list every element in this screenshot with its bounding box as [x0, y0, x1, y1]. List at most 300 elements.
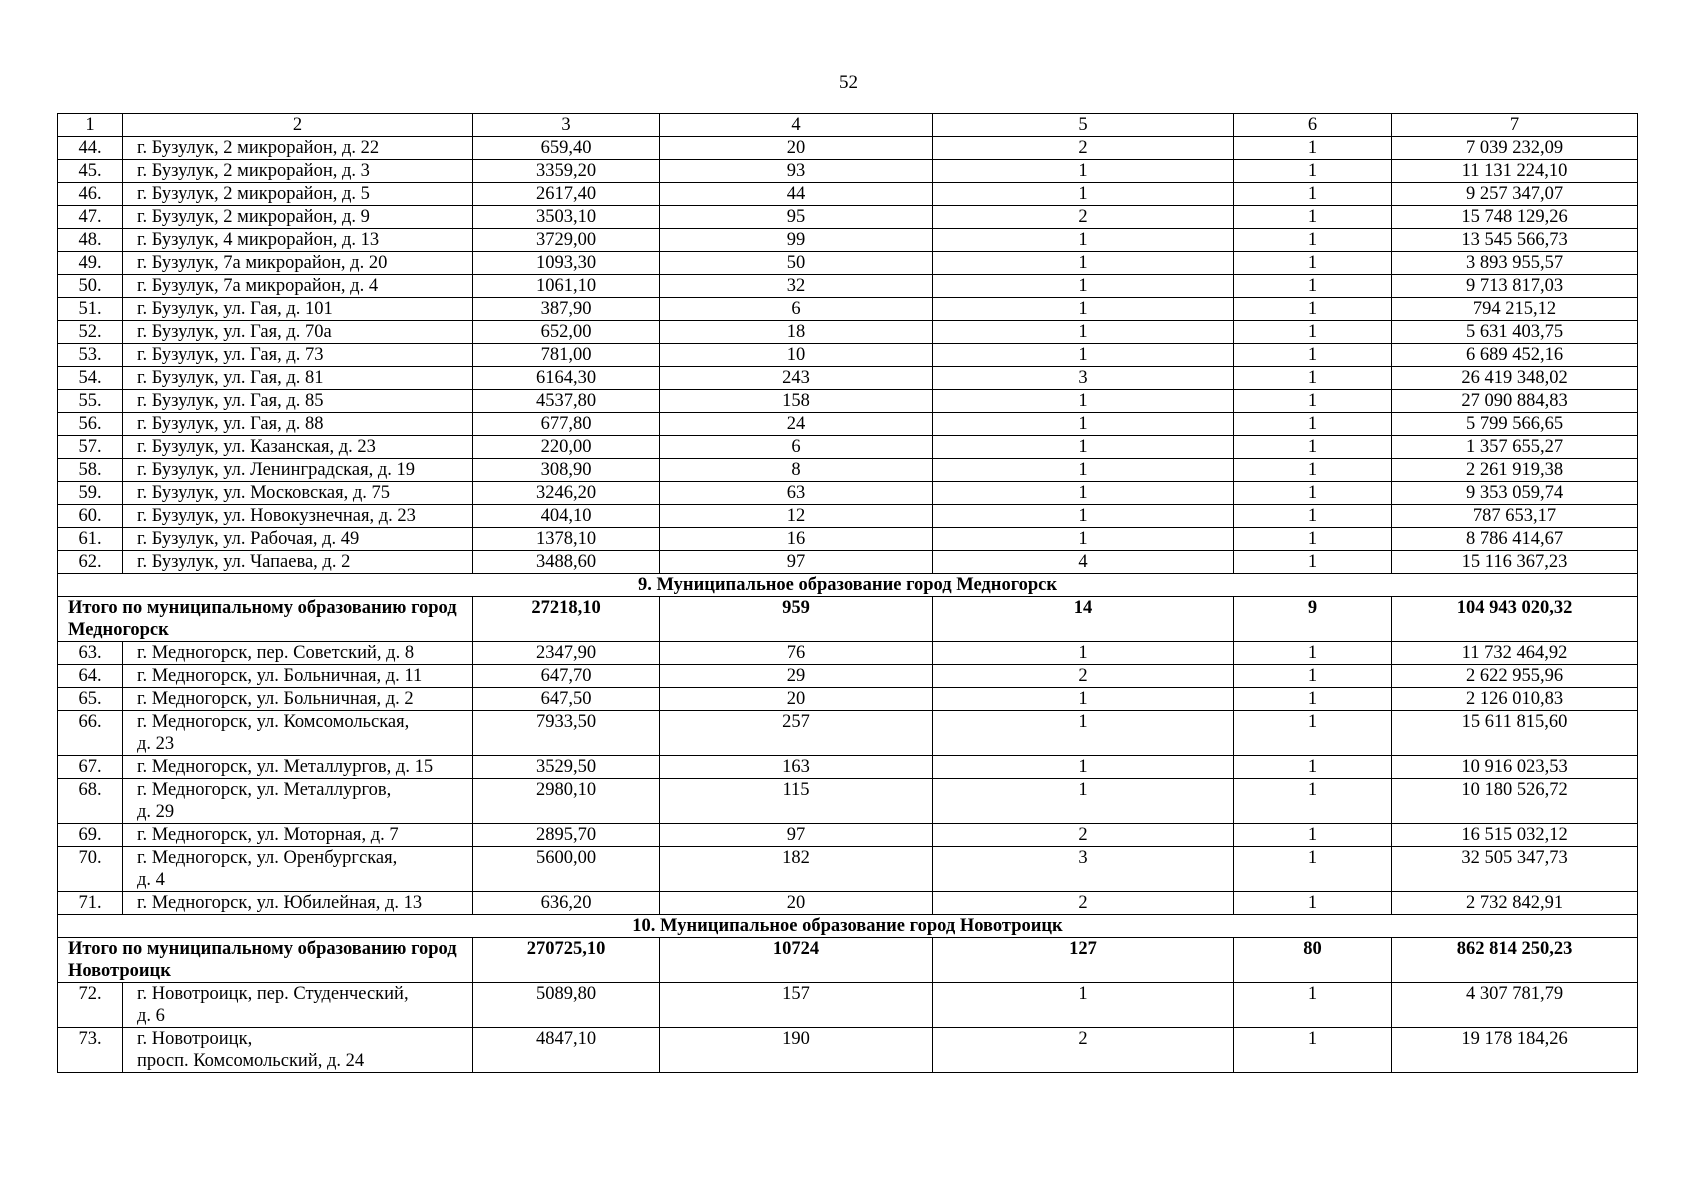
- row-number: 55.: [58, 390, 123, 413]
- value-c4: 24: [660, 413, 933, 436]
- address-cell: [123, 229, 473, 252]
- column-number: 2: [123, 114, 473, 137]
- table-row: [58, 983, 1638, 1028]
- row-number: 61.: [58, 528, 123, 551]
- value-c5: 1: [933, 252, 1234, 275]
- value-c4: 10: [660, 344, 933, 367]
- address-line: г. Новотроицк,: [137, 1029, 253, 1049]
- table-row: [58, 344, 1638, 367]
- value-c6: 1: [1234, 482, 1392, 505]
- value-c7: 10 916 023,53: [1392, 756, 1638, 779]
- total-label: Итого по муниципальному образованию город Медногорск: [58, 597, 473, 642]
- value-c5: 4: [933, 551, 1234, 574]
- address-line: г. Медногорск, ул. Больничная, д. 11: [137, 666, 423, 686]
- row-number: 50.: [58, 275, 123, 298]
- row-number: 48.: [58, 229, 123, 252]
- value-c7: 2 622 955,96: [1392, 665, 1638, 688]
- value-c5: 1: [933, 321, 1234, 344]
- value-c3: 6164,30: [473, 367, 660, 390]
- value-c4: 50: [660, 252, 933, 275]
- value-c6: 1: [1234, 436, 1392, 459]
- address-line: г. Бузулук, 7а микрорайон, д. 20: [137, 253, 388, 273]
- value-c6: 1: [1234, 1028, 1392, 1073]
- value-c7: 2 261 919,38: [1392, 459, 1638, 482]
- table-row: [58, 824, 1638, 847]
- value-c5: 1: [933, 436, 1234, 459]
- table-row: [58, 711, 1638, 756]
- address-cell: [123, 275, 473, 298]
- value-c6: 1: [1234, 367, 1392, 390]
- value-c6: 1: [1234, 275, 1392, 298]
- value-c7: 27 090 884,83: [1392, 390, 1638, 413]
- value-c3: 404,10: [473, 505, 660, 528]
- address-cell: [123, 482, 473, 505]
- address-line: г. Бузулук, ул. Рабочая, д. 49: [137, 529, 360, 549]
- value-c3: 3488,60: [473, 551, 660, 574]
- address-cell: [123, 321, 473, 344]
- row-number: 72.: [58, 983, 123, 1028]
- table-row: [58, 551, 1638, 574]
- table-row: [58, 847, 1638, 892]
- value-c7: 2 126 010,83: [1392, 688, 1638, 711]
- table-row: [58, 321, 1638, 344]
- value-c5: 1: [933, 528, 1234, 551]
- column-number-row: [58, 114, 1638, 137]
- value-c7: 13 545 566,73: [1392, 229, 1638, 252]
- column-number: 3: [473, 114, 660, 137]
- value-c7: 9 713 817,03: [1392, 275, 1638, 298]
- value-c7: 2 732 842,91: [1392, 892, 1638, 915]
- value-c7: 6 689 452,16: [1392, 344, 1638, 367]
- value-c6: 1: [1234, 528, 1392, 551]
- row-number: 65.: [58, 688, 123, 711]
- value-c5: 1: [933, 482, 1234, 505]
- section-title-row: [58, 915, 1638, 938]
- row-number: 69.: [58, 824, 123, 847]
- address-cell: [123, 824, 473, 847]
- row-number: 45.: [58, 160, 123, 183]
- row-number: 60.: [58, 505, 123, 528]
- value-c6: 1: [1234, 298, 1392, 321]
- address-line: г. Медногорск, ул. Оренбургская,: [137, 848, 398, 868]
- value-c6: 1: [1234, 183, 1392, 206]
- address-line: г. Бузулук, 7а микрорайон, д. 4: [137, 276, 379, 296]
- value-c7: 11 131 224,10: [1392, 160, 1638, 183]
- row-number: 59.: [58, 482, 123, 505]
- value-c7: 10 180 526,72: [1392, 779, 1638, 824]
- address-cell: [123, 688, 473, 711]
- total-value-c3: 27218,10: [473, 597, 660, 642]
- value-c4: 190: [660, 1028, 933, 1073]
- table-row: [58, 665, 1638, 688]
- column-number: 7: [1392, 114, 1638, 137]
- value-c6: 1: [1234, 413, 1392, 436]
- value-c6: 1: [1234, 459, 1392, 482]
- value-c5: 1: [933, 756, 1234, 779]
- section-title: 9. Муниципальное образование город Медногорск: [58, 574, 1638, 597]
- value-c5: 1: [933, 183, 1234, 206]
- row-number: 63.: [58, 642, 123, 665]
- row-number: 66.: [58, 711, 123, 756]
- address-line: д. 29: [137, 802, 175, 822]
- row-number: 46.: [58, 183, 123, 206]
- row-number: 53.: [58, 344, 123, 367]
- address-line: д. 23: [137, 734, 175, 754]
- address-cell: [123, 367, 473, 390]
- value-c6: 1: [1234, 983, 1392, 1028]
- address-cell: [123, 344, 473, 367]
- address-line: г. Медногорск, пер. Советский, д. 8: [137, 643, 415, 663]
- address-line: г. Бузулук, 2 микрорайон, д. 5: [137, 184, 370, 204]
- address-cell: [123, 137, 473, 160]
- table-row: [58, 275, 1638, 298]
- value-c7: 794 215,12: [1392, 298, 1638, 321]
- value-c3: 3503,10: [473, 206, 660, 229]
- value-c6: 1: [1234, 344, 1392, 367]
- row-number: 47.: [58, 206, 123, 229]
- section-title-row: [58, 574, 1638, 597]
- value-c6: 1: [1234, 390, 1392, 413]
- value-c7: 32 505 347,73: [1392, 847, 1638, 892]
- address-line: г. Бузулук, ул. Гая, д. 101: [137, 299, 333, 319]
- row-number: 71.: [58, 892, 123, 915]
- value-c5: 1: [933, 711, 1234, 756]
- address-cell: [123, 711, 473, 756]
- row-number: 58.: [58, 459, 123, 482]
- table-row: [58, 482, 1638, 505]
- value-c4: 6: [660, 298, 933, 321]
- address-line: г. Бузулук, ул. Гая, д. 81: [137, 368, 324, 388]
- total-value-c6: 80: [1234, 938, 1392, 983]
- table-row: [58, 756, 1638, 779]
- address-cell: [123, 206, 473, 229]
- row-number: 70.: [58, 847, 123, 892]
- value-c6: 1: [1234, 847, 1392, 892]
- address-cell: [123, 183, 473, 206]
- value-c4: 163: [660, 756, 933, 779]
- value-c3: 4847,10: [473, 1028, 660, 1073]
- page-number: 52: [839, 72, 858, 93]
- value-c4: 99: [660, 229, 933, 252]
- column-number: 6: [1234, 114, 1392, 137]
- row-number: 49.: [58, 252, 123, 275]
- value-c5: 2: [933, 206, 1234, 229]
- address-cell: [123, 983, 473, 1028]
- value-c3: 5600,00: [473, 847, 660, 892]
- value-c3: 647,50: [473, 688, 660, 711]
- value-c3: 7933,50: [473, 711, 660, 756]
- total-value-c4: 959: [660, 597, 933, 642]
- address-line: г. Бузулук, ул. Гая, д. 85: [137, 391, 324, 411]
- value-c4: 18: [660, 321, 933, 344]
- total-value-c5: 127: [933, 938, 1234, 983]
- table-row: [58, 183, 1638, 206]
- address-cell: [123, 436, 473, 459]
- address-cell: [123, 298, 473, 321]
- address-line: д. 4: [137, 870, 165, 890]
- value-c4: 6: [660, 436, 933, 459]
- value-c6: 1: [1234, 321, 1392, 344]
- value-c3: 3359,20: [473, 160, 660, 183]
- value-c5: 1: [933, 642, 1234, 665]
- address-line: г. Бузулук, 4 микрорайон, д. 13: [137, 230, 380, 250]
- table-row: [58, 436, 1638, 459]
- value-c4: 257: [660, 711, 933, 756]
- value-c3: 1061,10: [473, 275, 660, 298]
- total-value-c3: 270725,10: [473, 938, 660, 983]
- value-c7: 7 039 232,09: [1392, 137, 1638, 160]
- table-row: [58, 298, 1638, 321]
- value-c4: 12: [660, 505, 933, 528]
- address-line: г. Медногорск, ул. Комсомольская,: [137, 712, 410, 732]
- table-row: [58, 688, 1638, 711]
- value-c5: 2: [933, 665, 1234, 688]
- value-c7: 5 799 566,65: [1392, 413, 1638, 436]
- address-line: г. Медногорск, ул. Больничная, д. 2: [137, 689, 414, 709]
- address-line: г. Бузулук, ул. Гая, д. 70а: [137, 322, 332, 342]
- section-title: 10. Муниципальное образование город Новотроицк: [58, 915, 1638, 938]
- value-c5: 3: [933, 847, 1234, 892]
- value-c7: 1 357 655,27: [1392, 436, 1638, 459]
- value-c6: 1: [1234, 137, 1392, 160]
- value-c4: 44: [660, 183, 933, 206]
- value-c5: 2: [933, 1028, 1234, 1073]
- table-row: [58, 137, 1638, 160]
- value-c4: 95: [660, 206, 933, 229]
- row-number: 51.: [58, 298, 123, 321]
- table-row: [58, 252, 1638, 275]
- row-number: 57.: [58, 436, 123, 459]
- value-c4: 29: [660, 665, 933, 688]
- value-c7: 8 786 414,67: [1392, 528, 1638, 551]
- value-c5: 1: [933, 344, 1234, 367]
- value-c4: 20: [660, 688, 933, 711]
- address-line: просп. Комсомольский, д. 24: [137, 1051, 365, 1071]
- row-number: 56.: [58, 413, 123, 436]
- value-c5: 2: [933, 892, 1234, 915]
- value-c5: 1: [933, 459, 1234, 482]
- value-c5: 1: [933, 298, 1234, 321]
- value-c5: 1: [933, 160, 1234, 183]
- value-c3: 1378,10: [473, 528, 660, 551]
- table-row: [58, 206, 1638, 229]
- address-line: г. Новотроицк, пер. Студенческий,: [137, 984, 409, 1004]
- value-c3: 3729,00: [473, 229, 660, 252]
- row-number: 73.: [58, 1028, 123, 1073]
- total-value-c4: 10724: [660, 938, 933, 983]
- address-line: г. Медногорск, ул. Моторная, д. 7: [137, 825, 399, 845]
- column-number: 1: [58, 114, 123, 137]
- value-c4: 115: [660, 779, 933, 824]
- address-line: г. Бузулук, ул. Московская, д. 75: [137, 483, 391, 503]
- value-c3: 1093,30: [473, 252, 660, 275]
- table-row: [58, 642, 1638, 665]
- table-row: [58, 413, 1638, 436]
- value-c4: 157: [660, 983, 933, 1028]
- value-c4: 243: [660, 367, 933, 390]
- value-c4: 16: [660, 528, 933, 551]
- value-c3: 308,90: [473, 459, 660, 482]
- address-cell: [123, 528, 473, 551]
- address-line: г. Бузулук, 2 микрорайон, д. 3: [137, 161, 370, 181]
- value-c5: 1: [933, 983, 1234, 1028]
- value-c3: 2347,90: [473, 642, 660, 665]
- value-c5: 2: [933, 824, 1234, 847]
- value-c7: 11 732 464,92: [1392, 642, 1638, 665]
- value-c3: 677,80: [473, 413, 660, 436]
- value-c3: 2980,10: [473, 779, 660, 824]
- value-c3: 2617,40: [473, 183, 660, 206]
- value-c6: 1: [1234, 892, 1392, 915]
- column-number: 5: [933, 114, 1234, 137]
- value-c4: 97: [660, 824, 933, 847]
- value-c3: 3529,50: [473, 756, 660, 779]
- value-c5: 1: [933, 688, 1234, 711]
- address-cell: [123, 847, 473, 892]
- value-c6: 1: [1234, 160, 1392, 183]
- address-cell: [123, 413, 473, 436]
- table-row: [58, 505, 1638, 528]
- row-number: 64.: [58, 665, 123, 688]
- address-cell: [123, 160, 473, 183]
- address-line: г. Бузулук, ул. Новокузнечная, д. 23: [137, 506, 416, 526]
- value-c5: 1: [933, 779, 1234, 824]
- value-c6: 1: [1234, 779, 1392, 824]
- value-c3: 652,00: [473, 321, 660, 344]
- table-row: [58, 779, 1638, 824]
- column-number: 4: [660, 114, 933, 137]
- address-line: г. Бузулук, ул. Казанская, д. 23: [137, 437, 376, 457]
- value-c6: 1: [1234, 665, 1392, 688]
- value-c5: 1: [933, 229, 1234, 252]
- value-c7: 15 116 367,23: [1392, 551, 1638, 574]
- total-value-c6: 9: [1234, 597, 1392, 642]
- row-number: 68.: [58, 779, 123, 824]
- value-c7: 787 653,17: [1392, 505, 1638, 528]
- total-value-c5: 14: [933, 597, 1234, 642]
- value-c3: 2895,70: [473, 824, 660, 847]
- address-line: г. Бузулук, 2 микрорайон, д. 22: [137, 138, 380, 158]
- housing-table: [57, 113, 1638, 1073]
- value-c4: 8: [660, 459, 933, 482]
- value-c7: 15 748 129,26: [1392, 206, 1638, 229]
- value-c7: 4 307 781,79: [1392, 983, 1638, 1028]
- value-c4: 76: [660, 642, 933, 665]
- value-c4: 158: [660, 390, 933, 413]
- value-c3: 636,20: [473, 892, 660, 915]
- table-row: [58, 892, 1638, 915]
- value-c4: 182: [660, 847, 933, 892]
- row-number: 52.: [58, 321, 123, 344]
- address-cell: [123, 390, 473, 413]
- value-c5: 1: [933, 390, 1234, 413]
- address-cell: [123, 459, 473, 482]
- address-line: г. Бузулук, ул. Гая, д. 73: [137, 345, 324, 365]
- value-c6: 1: [1234, 505, 1392, 528]
- address-cell: [123, 642, 473, 665]
- value-c4: 63: [660, 482, 933, 505]
- table-row: [58, 160, 1638, 183]
- value-c3: 220,00: [473, 436, 660, 459]
- value-c6: 1: [1234, 756, 1392, 779]
- value-c5: 2: [933, 137, 1234, 160]
- row-number: 44.: [58, 137, 123, 160]
- table-row: [58, 528, 1638, 551]
- value-c6: 1: [1234, 551, 1392, 574]
- value-c6: 1: [1234, 688, 1392, 711]
- address-line: г. Медногорск, ул. Металлургов,: [137, 780, 392, 800]
- address-cell: [123, 665, 473, 688]
- row-number: 54.: [58, 367, 123, 390]
- value-c7: 19 178 184,26: [1392, 1028, 1638, 1073]
- value-c6: 1: [1234, 252, 1392, 275]
- address-line: г. Бузулук, 2 микрорайон, д. 9: [137, 207, 370, 227]
- value-c4: 20: [660, 892, 933, 915]
- value-c4: 97: [660, 551, 933, 574]
- value-c3: 387,90: [473, 298, 660, 321]
- value-c5: 3: [933, 367, 1234, 390]
- value-c3: 3246,20: [473, 482, 660, 505]
- row-number: 67.: [58, 756, 123, 779]
- row-number: 62.: [58, 551, 123, 574]
- value-c7: 16 515 032,12: [1392, 824, 1638, 847]
- value-c7: 26 419 348,02: [1392, 367, 1638, 390]
- table-body: [58, 114, 1638, 1073]
- value-c5: 1: [933, 505, 1234, 528]
- value-c3: 659,40: [473, 137, 660, 160]
- value-c7: 15 611 815,60: [1392, 711, 1638, 756]
- address-line: г. Медногорск, ул. Юбилейная, д. 13: [137, 893, 423, 913]
- address-cell: [123, 252, 473, 275]
- total-label: Итого по муниципальному образованию город Новотроицк: [58, 938, 473, 983]
- address-cell: [123, 551, 473, 574]
- address-cell: [123, 756, 473, 779]
- value-c3: 647,70: [473, 665, 660, 688]
- total-row: [58, 938, 1638, 983]
- address-line: г. Бузулук, ул. Чапаева, д. 2: [137, 552, 351, 572]
- value-c7: 5 631 403,75: [1392, 321, 1638, 344]
- value-c6: 1: [1234, 711, 1392, 756]
- value-c5: 1: [933, 413, 1234, 436]
- value-c3: 781,00: [473, 344, 660, 367]
- value-c6: 1: [1234, 642, 1392, 665]
- value-c7: 9 257 347,07: [1392, 183, 1638, 206]
- total-row: [58, 597, 1638, 642]
- value-c5: 1: [933, 275, 1234, 298]
- address-cell: [123, 505, 473, 528]
- total-value-c7: 104 943 020,32: [1392, 597, 1638, 642]
- address-line: г. Бузулук, ул. Ленинградская, д. 19: [137, 460, 416, 480]
- table-row: [58, 367, 1638, 390]
- value-c6: 1: [1234, 206, 1392, 229]
- address-line: г. Медногорск, ул. Металлургов, д. 15: [137, 757, 434, 777]
- value-c7: 9 353 059,74: [1392, 482, 1638, 505]
- address-line: д. 6: [137, 1006, 165, 1026]
- value-c4: 32: [660, 275, 933, 298]
- value-c6: 1: [1234, 824, 1392, 847]
- value-c7: 3 893 955,57: [1392, 252, 1638, 275]
- value-c4: 93: [660, 160, 933, 183]
- value-c4: 20: [660, 137, 933, 160]
- table-row: [58, 459, 1638, 482]
- address-cell: [123, 779, 473, 824]
- table-row: [58, 1028, 1638, 1073]
- total-value-c7: 862 814 250,23: [1392, 938, 1638, 983]
- table-row: [58, 229, 1638, 252]
- address-cell: [123, 1028, 473, 1073]
- value-c3: 5089,80: [473, 983, 660, 1028]
- value-c3: 4537,80: [473, 390, 660, 413]
